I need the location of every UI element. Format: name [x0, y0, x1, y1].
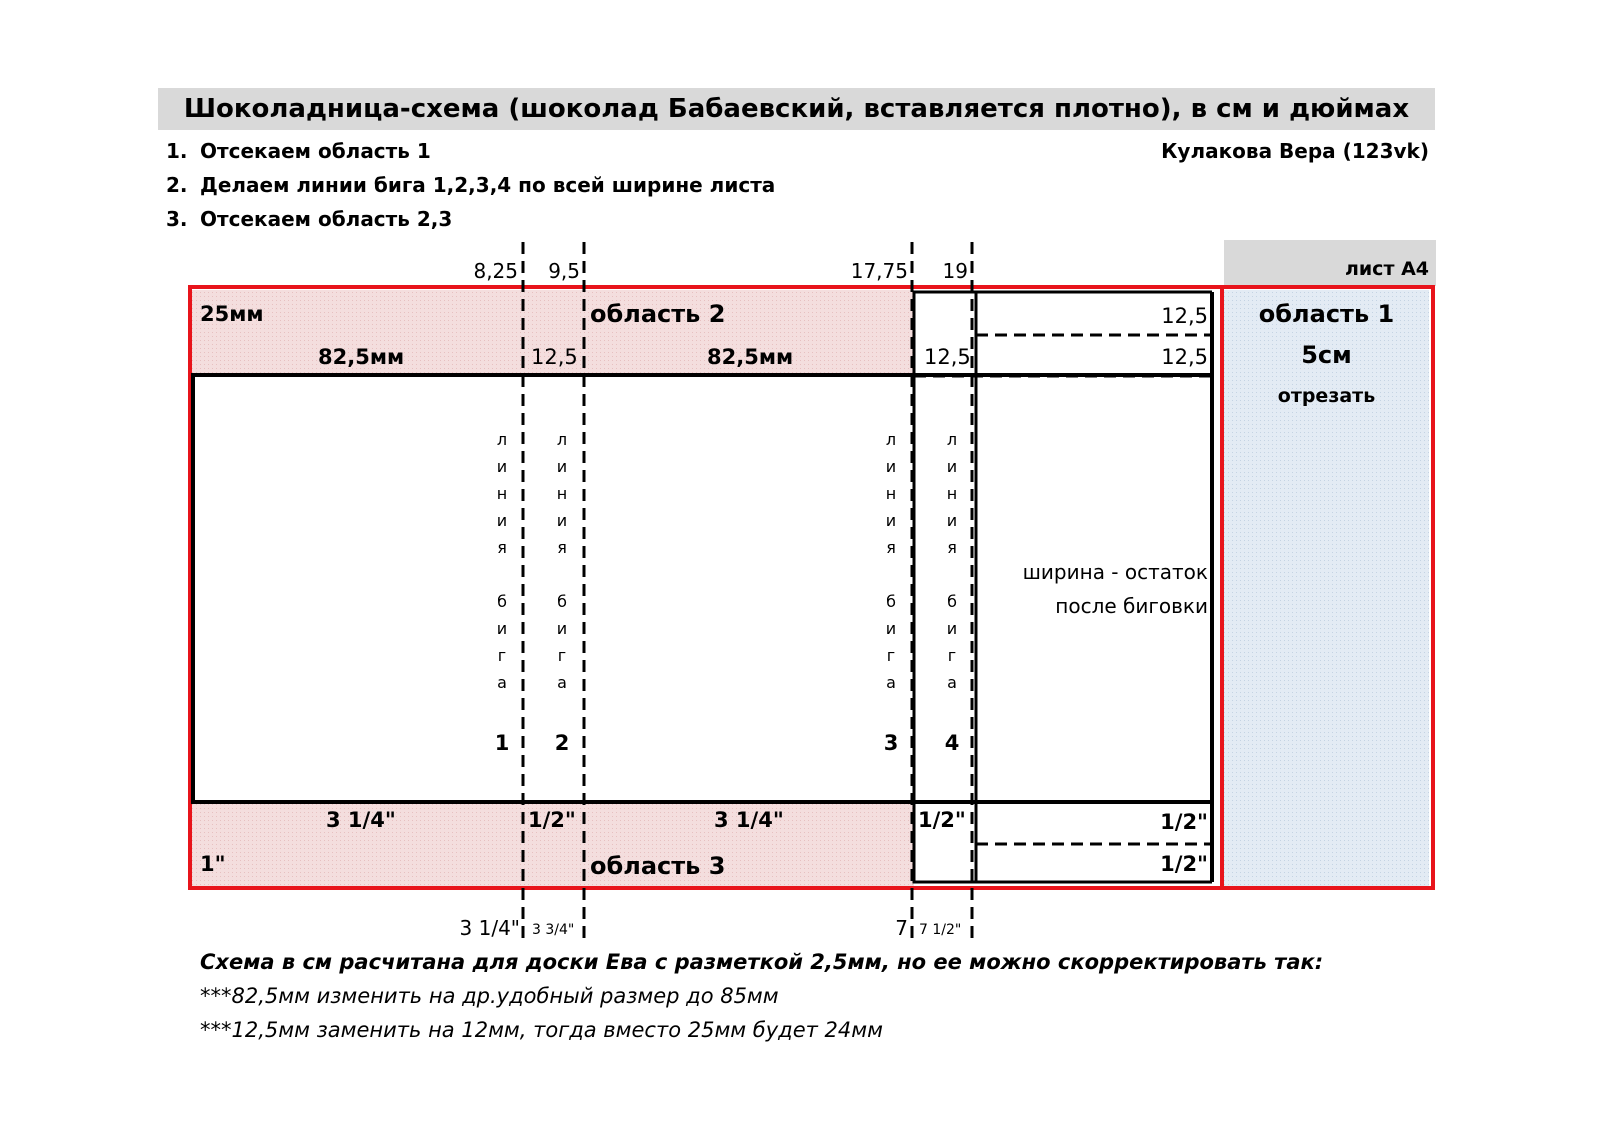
- fold-number-4: 4: [944, 731, 960, 755]
- right-bottom-dim-b: 1/2": [1160, 852, 1208, 876]
- area-2-width-3: 82,5мм: [707, 345, 794, 369]
- step-1-text: Отсекаем область 1: [200, 139, 431, 163]
- top-dim-1: 8,25: [473, 259, 518, 283]
- area-1-size: 5см: [1301, 341, 1352, 369]
- area-2-width-4: 12,5: [924, 345, 971, 369]
- step-3-num: 3.: [166, 207, 188, 231]
- fold-label-4: л и н и я б и г а: [946, 430, 958, 692]
- area-3-width-1: 3 1/4": [326, 808, 396, 832]
- area-3-name: область 3: [590, 852, 726, 880]
- top-dim-2: 9,5: [548, 259, 580, 283]
- bottom-dim-2: 3 3/4": [532, 922, 575, 938]
- fold-label-3: л и н и я б и г а: [885, 430, 897, 692]
- bottom-dim-4: 7 1/2": [919, 922, 962, 938]
- fold-number-2: 2: [554, 731, 570, 755]
- sheet-label: лист А4: [1344, 258, 1429, 280]
- page-title: Шоколадница-схема (шоколад Бабаевский, вставляется плотно), в см и дюймах: [183, 94, 1410, 124]
- step-3-text: Отсекаем область 2,3: [200, 207, 453, 231]
- area-3-width-2: 1/2": [528, 808, 576, 832]
- note-1: Схема в см расчитана для доски Ева с разметкой 2,5мм, но ее можно скорректировать так:: [200, 950, 1324, 974]
- area-2-height-label: 25мм: [200, 302, 264, 326]
- area-1-fill: [1224, 290, 1429, 886]
- step-2-text: Делаем линии бига 1,2,3,4 по всей ширине листа: [200, 173, 776, 197]
- fold-label-1: л и н и я б и г а: [496, 430, 508, 692]
- width-note-line-2: после биговки: [1055, 594, 1208, 618]
- right-top-dim-a: 12,5: [1161, 304, 1208, 328]
- top-dim-3: 17,75: [850, 259, 908, 283]
- area-2-width-1: 82,5мм: [318, 345, 405, 369]
- fold-label-2: л и н и я б и г а: [556, 430, 568, 692]
- fold-number-3: 3: [883, 731, 899, 755]
- note-2: ***82,5мм изменить на др.удобный размер до 85мм: [200, 984, 779, 1008]
- area-2-name: область 2: [590, 300, 726, 328]
- right-bottom-dim-a: 1/2": [1160, 810, 1208, 834]
- fold-number-1: 1: [494, 731, 510, 755]
- step-1-num: 1.: [166, 139, 188, 163]
- note-3: ***12,5мм заменить на 12мм, тогда вместо 25мм будет 24мм: [200, 1018, 883, 1042]
- step-2-num: 2.: [166, 173, 188, 197]
- right-top-dim-b: 12,5: [1161, 345, 1208, 369]
- main-box: [193, 375, 1212, 802]
- author: Кулакова Вера (123vk): [1161, 139, 1429, 163]
- area-3-height-label: 1": [200, 852, 226, 876]
- bottom-dim-1: 3 1/4": [459, 916, 520, 940]
- top-dim-4: 19: [942, 259, 968, 283]
- width-note-line-1: ширина - остаток: [1022, 560, 1208, 584]
- area-3-width-4: 1/2": [918, 808, 966, 832]
- area-3-width-3: 3 1/4": [714, 808, 784, 832]
- bottom-dim-3: 7: [895, 916, 908, 940]
- area-1-name: область 1: [1258, 300, 1395, 328]
- area-1-action: отрезать: [1277, 385, 1376, 407]
- area-2-width-2: 12,5: [531, 345, 578, 369]
